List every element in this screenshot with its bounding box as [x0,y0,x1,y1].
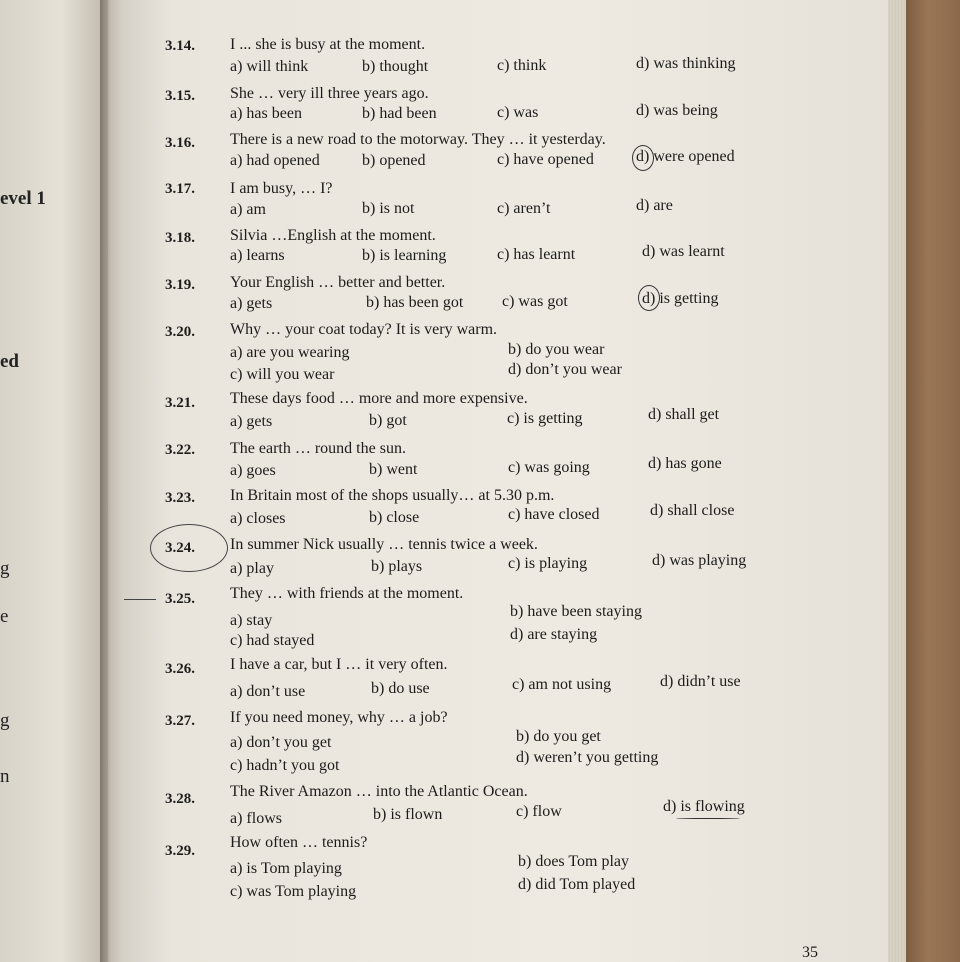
question-number: 3.22. [165,442,195,458]
option-c: c) was got [502,293,568,310]
option-a: a) am [230,201,266,218]
option-d: d) was thinking [636,55,736,72]
question-text: There is a new road to the motorway. They … it yesterday. [230,131,606,148]
question-number: 3.28. [165,791,195,807]
option-a: a) are you wearing [230,344,350,361]
left-margin-fragment: evel 1 [0,188,46,209]
left-margin-fragment: e [0,606,9,627]
question-text: Silvia …English at the moment. [230,227,436,244]
pen-underline-mark [676,818,740,819]
option-a: a) will think [230,58,309,75]
option-c: c) am not using [512,676,612,693]
option-b: b) opened [362,152,426,169]
option-b: b) close [369,509,420,526]
option-c: c) will you wear [230,366,335,383]
option-b: b) is learning [362,247,447,264]
question-number: 3.29. [165,843,195,859]
option-b: b) is flown [373,806,443,823]
option-b: b) got [369,412,407,429]
question-number: 3.27. [165,713,195,729]
option-a: a) gets [230,295,273,312]
question-text: I am busy, … I? [230,180,333,197]
option-b: b) had been [362,105,437,122]
question-number: 3.21. [165,395,195,411]
question-number: 3.15. [165,88,195,104]
option-c: c) was [497,104,539,121]
option-c: c) hadn’t you got [230,757,340,774]
table-surface [906,0,960,962]
pen-circle-mark [150,524,228,572]
option-c: c) had stayed [230,632,315,649]
option-b: b) have been staying [510,603,642,620]
question-number: 3.19. [165,277,195,293]
option-a: a) stay [230,612,273,629]
question-text: I ... she is busy at the moment. [230,36,426,53]
option-d: d) has gone [648,455,722,472]
question-text: These days food … more and more expensive. [230,390,528,407]
question-text: The River Amazon … into the Atlantic Ocean. [230,783,528,800]
option-d: d) weren’t you getting [516,749,659,766]
option-a: a) gets [230,413,273,430]
option-a: a) don’t use [230,683,306,700]
option-b: b) went [369,461,418,478]
left-margin-fragment: ed [0,351,19,372]
option-a: a) flows [230,810,282,827]
page-number: 35 [802,944,818,961]
option-b: b) plays [371,558,423,575]
option-c: c) is playing [508,555,588,572]
question-number: 3.14. [165,38,195,54]
pen-dash-mark [124,599,156,600]
option-b: b) do you get [516,728,601,745]
question-number: 3.23. [165,490,195,506]
option-a: a) had opened [230,152,320,169]
question-text: I have a car, but I … it very often. [230,656,448,673]
option-a: a) has been [230,105,302,122]
option-a: a) goes [230,462,276,479]
question-number: 3.26. [165,661,195,677]
option-d: d) didn’t use [660,673,741,690]
left-page [0,0,112,962]
question-number: 3.18. [165,230,195,246]
option-d: d) are staying [510,626,598,643]
question-text: The earth … round the sun. [230,440,406,457]
option-d: d) is flowing [663,798,745,815]
option-d: d) are [636,197,673,214]
option-c: c) have closed [508,506,600,523]
question-number: 3.20. [165,324,195,340]
question-number: 3.24. [165,540,195,556]
option-c: c) aren’t [497,200,551,217]
pen-circle-mark [632,145,654,171]
question-text: They … with friends at the moment. [230,585,464,602]
option-a: a) is Tom playing [230,860,342,877]
option-c: c) has learnt [497,246,576,263]
option-b: b) does Tom play [518,853,630,870]
option-c: c) was going [508,459,590,476]
option-c: c) think [497,57,547,74]
option-c: c) was Tom playing [230,883,357,900]
question-number: 3.17. [165,181,195,197]
question-number: 3.16. [165,135,195,151]
book-gutter [100,0,122,962]
option-d: d) did Tom played [518,876,636,893]
question-text: If you need money, why … a job? [230,709,448,726]
option-c: c) is getting [507,410,583,427]
option-b: b) do you wear [508,341,605,358]
option-b: b) is not [362,200,415,217]
option-d: d) shall get [648,406,720,423]
option-d: d) were opened [636,148,735,165]
option-d: d) shall close [650,502,735,519]
question-text: In Britain most of the shops usually… at 5.30 p.m. [230,487,555,504]
question-text: Your English … better and better. [230,274,446,291]
option-a: a) learns [230,247,285,264]
option-b: b) has been got [366,294,464,311]
option-b: b) thought [362,58,429,75]
left-margin-fragment: g [0,710,10,731]
pen-circle-mark [638,285,660,311]
question-text: How often … tennis? [230,834,368,851]
question-text: Why … your coat today? It is very warm. [230,321,498,338]
option-b: b) do use [371,680,430,697]
question-number: 3.25. [165,591,195,607]
question-text: In summer Nick usually … tennis twice a week. [230,536,538,553]
option-a: a) play [230,560,274,577]
left-margin-fragment: g [0,558,10,579]
option-d: d) was playing [652,552,747,569]
option-c: c) have opened [497,151,594,168]
option-c: c) flow [516,803,562,820]
option-d: d) was learnt [642,243,725,260]
option-a: a) closes [230,510,286,527]
option-d: d) is getting [642,290,719,307]
left-margin-fragment: n [0,766,10,787]
option-d: d) don’t you wear [508,361,622,378]
option-d: d) was being [636,102,718,119]
page-edges [888,0,906,962]
option-a: a) don’t you get [230,734,332,751]
question-text: She … very ill three years ago. [230,85,429,102]
